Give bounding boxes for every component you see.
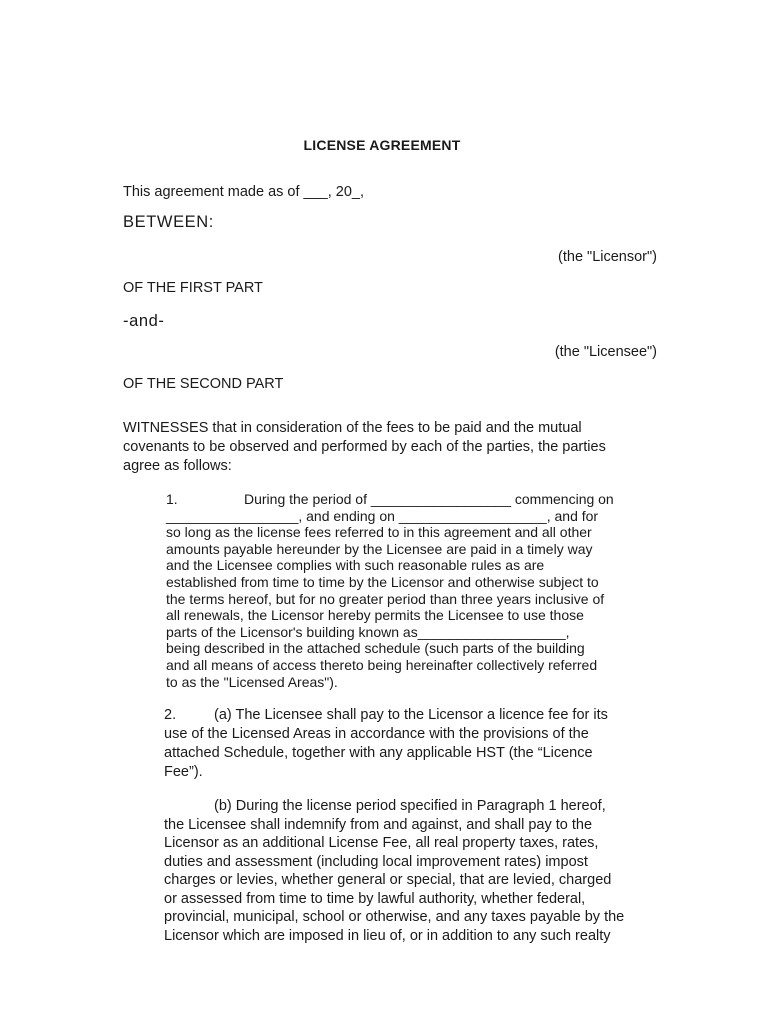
paragraph-number: 2.: [164, 707, 177, 723]
text-line: all renewals, the Licensor hereby permits the Licensee to use those: [166, 607, 584, 624]
text-line: Licensor as an additional License Fee, all real property taxes, rates,: [164, 835, 599, 851]
text-line: [166, 491, 656, 508]
paragraph-number: 1.: [166, 491, 178, 507]
text-line: duties and assessment (including local improvement rates) impost: [164, 853, 588, 870]
text-line: to as the "Licensed Areas").: [166, 673, 338, 690]
text-line: established from time to time by the Licensor and otherwise subject to: [166, 573, 599, 590]
agreement-date-line: This agreement made as of ___, 20_,: [123, 184, 365, 200]
text-line: _________________, and ending on ___________________, and for: [166, 507, 599, 524]
between-heading: BETWEEN:: [123, 213, 214, 231]
text-line: amounts payable hereunder by the Licensee are paid in a timely way: [166, 540, 593, 557]
first-part-label: OF THE FIRST PART: [123, 280, 263, 296]
text-line-content: During the period of __________________ commencing on: [244, 491, 614, 507]
text-line: agree as follows:: [123, 458, 232, 474]
text-line: provincial, municipal, school or otherwise, and any taxes payable by the: [164, 909, 625, 925]
text-line: and all means of access thereto being hereinafter collectively referred: [166, 656, 598, 673]
licensor-label: (the "Licensor"): [558, 249, 657, 265]
text-line: being described in the attached schedule (such parts of the building: [166, 640, 585, 657]
witnesses-paragraph: [123, 419, 623, 476]
text-line: charges or levies, whether general or special, that are levied, charged: [164, 872, 612, 888]
text-line: the terms hereof, but for no greater period than three years inclusive of: [166, 590, 605, 607]
document-title: LICENSE AGREEMENT: [303, 137, 461, 153]
paragraph-1: [166, 491, 656, 690]
text-line: so long as the license fees referred to in this agreement and all other: [166, 524, 592, 541]
and-separator: -and-: [123, 312, 165, 330]
text-line: (b) During the license period specified in Paragraph 1 hereof,: [214, 798, 606, 814]
text-line: use of the Licensed Areas in accordance with the provisions of the: [164, 726, 589, 742]
text-line: Licensor which are imposed in lieu of, or in addition to any such realty: [164, 927, 611, 944]
text-line: WITNESSES that in consideration of the fees to be paid and the mutual: [123, 420, 582, 436]
licensee-label: (the "Licensee"): [554, 344, 657, 360]
text-line-content: (a) The Licensee shall pay to the Licensor a licence fee for its: [214, 707, 608, 723]
text-line: and the Licensee complies with such reasonable rules as are: [166, 557, 545, 574]
text-line: Fee”).: [164, 764, 203, 780]
text-line: parts of the Licensor's building known as___________________,: [166, 623, 570, 640]
text-line: the Licensee shall indemnify from and against, and shall pay to the: [164, 816, 593, 833]
text-line: attached Schedule, together with any applicable HST (the “Licence: [164, 745, 593, 761]
text-line: [164, 706, 654, 725]
paragraph-2b: [164, 797, 644, 945]
text-line: covenants to be observed and performed by each of the parties, the parties: [123, 439, 606, 455]
paragraph-2a: [164, 706, 654, 782]
text-line: or assessed from time to time by lawful authority, whether federal,: [164, 890, 586, 907]
second-part-label: OF THE SECOND PART: [123, 376, 284, 392]
